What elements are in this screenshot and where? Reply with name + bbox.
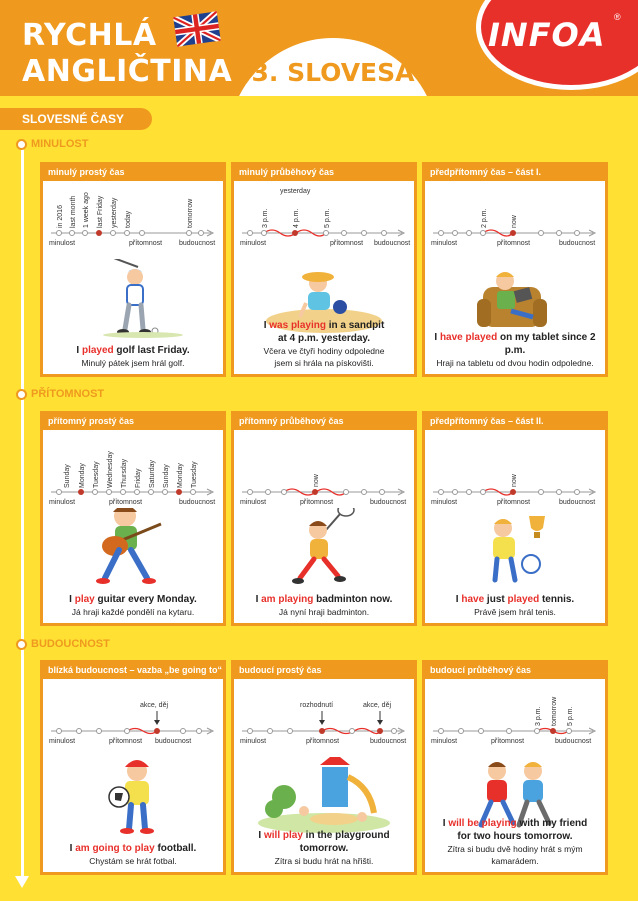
example-sentence-line-2: at 4 p.m. yesterday. [277, 333, 371, 344]
event-dot [176, 489, 182, 495]
playground-illustration [234, 757, 414, 837]
tick-label: 4 p.m. [293, 208, 300, 228]
translation: Hraji na tabletu od dvou hodin odpoledne. [436, 358, 594, 368]
verb-highlight: play [74, 594, 95, 605]
guitar-boy-illustration [43, 508, 223, 588]
card-caption [427, 817, 603, 867]
tick-label: now [511, 215, 518, 228]
example-sentence: I will play in the playground tomorrow. [258, 830, 390, 854]
card-caption [427, 331, 603, 369]
translation-line-2: jsem si hrála na pískovišti. [274, 358, 374, 368]
tick-label: Tuesday [93, 461, 100, 488]
example-sentence-line-2: for two hours tomorrow. [457, 831, 573, 842]
card-title: budoucí prostý čas [234, 663, 414, 679]
axis-past-label: minulost [49, 738, 76, 745]
axis-future-label: budoucnost [559, 499, 596, 506]
timeline-diagram [43, 179, 223, 259]
axis-present-label: přítomnost [497, 240, 531, 247]
axis-present-label: přítomnost [109, 738, 143, 745]
tick-label: last Friday [97, 195, 104, 228]
card-present-simple [40, 411, 226, 626]
axis-past-label: minulost [240, 738, 267, 745]
tick-label: yesterday [280, 188, 311, 195]
card-title: přítomný prostý čas [43, 414, 223, 430]
axis-future-label: budoucnost [559, 240, 596, 247]
group-dot-icon [16, 639, 27, 650]
card-future-simple [231, 660, 417, 875]
timeline-arrow-head-icon [15, 876, 29, 888]
infoa-logo: INFOA [488, 16, 606, 54]
section-tab: SLOVESNÉ ČASY [0, 108, 152, 130]
translation: Já nyní hraji badminton. [278, 607, 370, 617]
tick-label: Sunday [64, 464, 71, 488]
tick-label: Thursday [121, 458, 128, 488]
example-sentence: I was playing in a sandpit [263, 320, 385, 331]
timeline-diagram [234, 179, 414, 259]
tennis-boy-trophy-illustration [425, 508, 605, 588]
card-present-continuous [231, 411, 417, 626]
card-title: předpřítomný čas – část I. [425, 165, 605, 181]
axis-past-label: minulost [240, 240, 267, 247]
card-caption [45, 344, 221, 369]
axis-present-label: přítomnost [109, 499, 143, 506]
translation: Včera ve čtyři hodiny odpoledne [263, 346, 385, 356]
card-past-simple [40, 162, 226, 377]
example-sentence: I will be playing with my friend [442, 818, 588, 829]
tick-label: Monday [177, 463, 184, 488]
axis-future-label: budoucnost [179, 499, 216, 506]
timeline-diagram [425, 179, 605, 259]
card-past-continuous [231, 162, 417, 377]
card-title: přítomný průběhový čas [234, 414, 414, 430]
card-present-perfect-1 [422, 162, 608, 377]
card-title: minulý průběhový čas [234, 165, 414, 181]
event-dot [154, 728, 160, 734]
verb-highlight: have played [439, 332, 498, 343]
card-caption [236, 829, 412, 867]
axis-future-label: budoucnost [155, 738, 192, 745]
tick-label: Wednesday [107, 451, 114, 488]
verb-highlight: am playing [261, 594, 314, 605]
tick-label: now [313, 474, 320, 487]
tick-label: 1 week ago [83, 192, 90, 228]
golfer-illustration [43, 259, 223, 339]
card-caption [427, 593, 603, 618]
timeline-diagram [43, 428, 223, 508]
badminton-girl-illustration [234, 508, 414, 588]
football-boy-illustration [43, 757, 223, 837]
event-dot [319, 728, 325, 734]
timeline-diagram [425, 428, 605, 508]
tick-label: tomorrow [187, 198, 194, 228]
event-dot [377, 728, 383, 734]
axis-future-label: budoucnost [370, 499, 407, 506]
example-sentence: I have just played tennis. [455, 594, 575, 605]
header [0, 0, 638, 96]
example-sentence: I played golf last Friday. [76, 345, 190, 356]
verb-highlight: will be playing [448, 818, 517, 829]
translation: Zítra si budu dvě hodiny hrát s mým kamarádem. [447, 844, 583, 866]
translation: Právě jsem hrál tenis. [474, 607, 556, 617]
axis-present-label: přítomnost [497, 499, 531, 506]
translation: Já hraji každé pondělí na kytaru. [71, 607, 195, 617]
uk-flag-icon [173, 11, 221, 47]
tick-label: 3 p.m. [535, 706, 542, 726]
axis-past-label: minulost [431, 240, 458, 247]
title-line-1: RYCHLÁ [22, 18, 157, 53]
verb-highlight: have [461, 594, 485, 605]
timeline-arrow-line [21, 146, 24, 881]
card-title: minulý prostý čas [43, 165, 223, 181]
axis-present-label: přítomnost [129, 240, 163, 247]
verb-highlight: played [507, 594, 540, 605]
verb-highlight: am going to play [75, 843, 155, 854]
group-label-future: BUDOUCNOST [16, 638, 110, 650]
event-dot [510, 489, 516, 495]
card-future-continuous [422, 660, 608, 875]
axis-future-label: budoucnost [555, 738, 592, 745]
translation: Minulý pátek jsem hrál golf. [81, 358, 185, 368]
card-caption [236, 319, 412, 369]
timeline-diagram [234, 428, 414, 508]
axis-future-label: budoucnost [374, 240, 411, 247]
card-title: předpřítomný čas – část II. [425, 414, 605, 430]
tick-label: akce, děj [140, 702, 169, 709]
event-dot [550, 728, 556, 734]
tick-label: rozhodnutí [300, 702, 334, 709]
timeline-diagram [234, 677, 414, 757]
registered-mark: ® [614, 12, 621, 22]
group-dot-icon [16, 389, 27, 400]
tick-label: 2 p.m. [481, 208, 488, 228]
axis-past-label: minulost [431, 738, 458, 745]
verb-highlight: played [81, 345, 114, 356]
title-line-2: ANGLIČTINA [22, 54, 233, 89]
axis-past-label: minulost [49, 499, 76, 506]
axis-past-label: minulost [240, 499, 267, 506]
example-sentence: I am going to play football. [69, 843, 197, 854]
timeline-diagram [43, 677, 223, 757]
tick-label: 3 p.m. [262, 208, 269, 228]
axis-past-label: minulost [49, 240, 76, 247]
card-title: budoucí průběhový čas [425, 663, 605, 679]
tick-label: in 2016 [57, 205, 64, 228]
axis-present-label: přítomnost [330, 240, 364, 247]
axis-present-label: přítomnost [306, 738, 340, 745]
axis-present-label: přítomnost [300, 499, 334, 506]
tick-label: Tuesday [191, 461, 198, 488]
tick-label: Saturday [149, 459, 156, 488]
timeline-diagram [425, 677, 605, 757]
event-dot [510, 230, 516, 236]
translation: Chystám se hrát fotbal. [89, 856, 177, 866]
axis-future-label: budoucnost [370, 738, 407, 745]
card-caption [236, 593, 412, 618]
verb-highlight: was playing [269, 320, 326, 331]
card-title: blízká budoucnost – vazba „be going to“ [43, 663, 223, 679]
event-dot [78, 489, 84, 495]
group-label-present: PŘÍTOMNOST [16, 388, 104, 400]
event-dot [292, 230, 298, 236]
tick-label: last month [70, 195, 77, 228]
tick-label: Friday [135, 468, 142, 488]
tick-label: now [511, 474, 518, 487]
group-label-past: MINULOST [16, 138, 88, 150]
example-sentence: I have played on my tablet since 2 p.m. [434, 332, 596, 356]
group-dot-icon [16, 139, 27, 150]
translation: Zítra si budu hrát na hřišti. [274, 856, 374, 866]
card-going-to-future [40, 660, 226, 875]
tick-label: yesterday [111, 197, 118, 228]
example-sentence: I play guitar every Monday. [69, 594, 197, 605]
page-subtitle: 3. SLOVESA [251, 58, 415, 87]
armchair-boy-tablet-illustration [425, 259, 605, 339]
card-caption [45, 842, 221, 867]
tick-label: Sunday [163, 464, 170, 488]
event-dot [312, 489, 318, 495]
axis-present-label: přítomnost [491, 738, 525, 745]
event-dot [96, 230, 102, 236]
tick-label: 5 p.m. [567, 706, 574, 726]
tick-label: akce, děj [363, 702, 392, 709]
tick-label: 5 p.m. [324, 208, 331, 228]
card-caption [45, 593, 221, 618]
axis-future-label: budoucnost [179, 240, 216, 247]
verb-highlight: will play [263, 830, 303, 841]
card-present-perfect-2 [422, 411, 608, 626]
example-sentence: I am playing badminton now. [255, 594, 393, 605]
tick-label: today [125, 210, 132, 228]
axis-past-label: minulost [431, 499, 458, 506]
tick-label: Monday [79, 463, 86, 488]
tick-label: tomorrow [551, 696, 558, 726]
